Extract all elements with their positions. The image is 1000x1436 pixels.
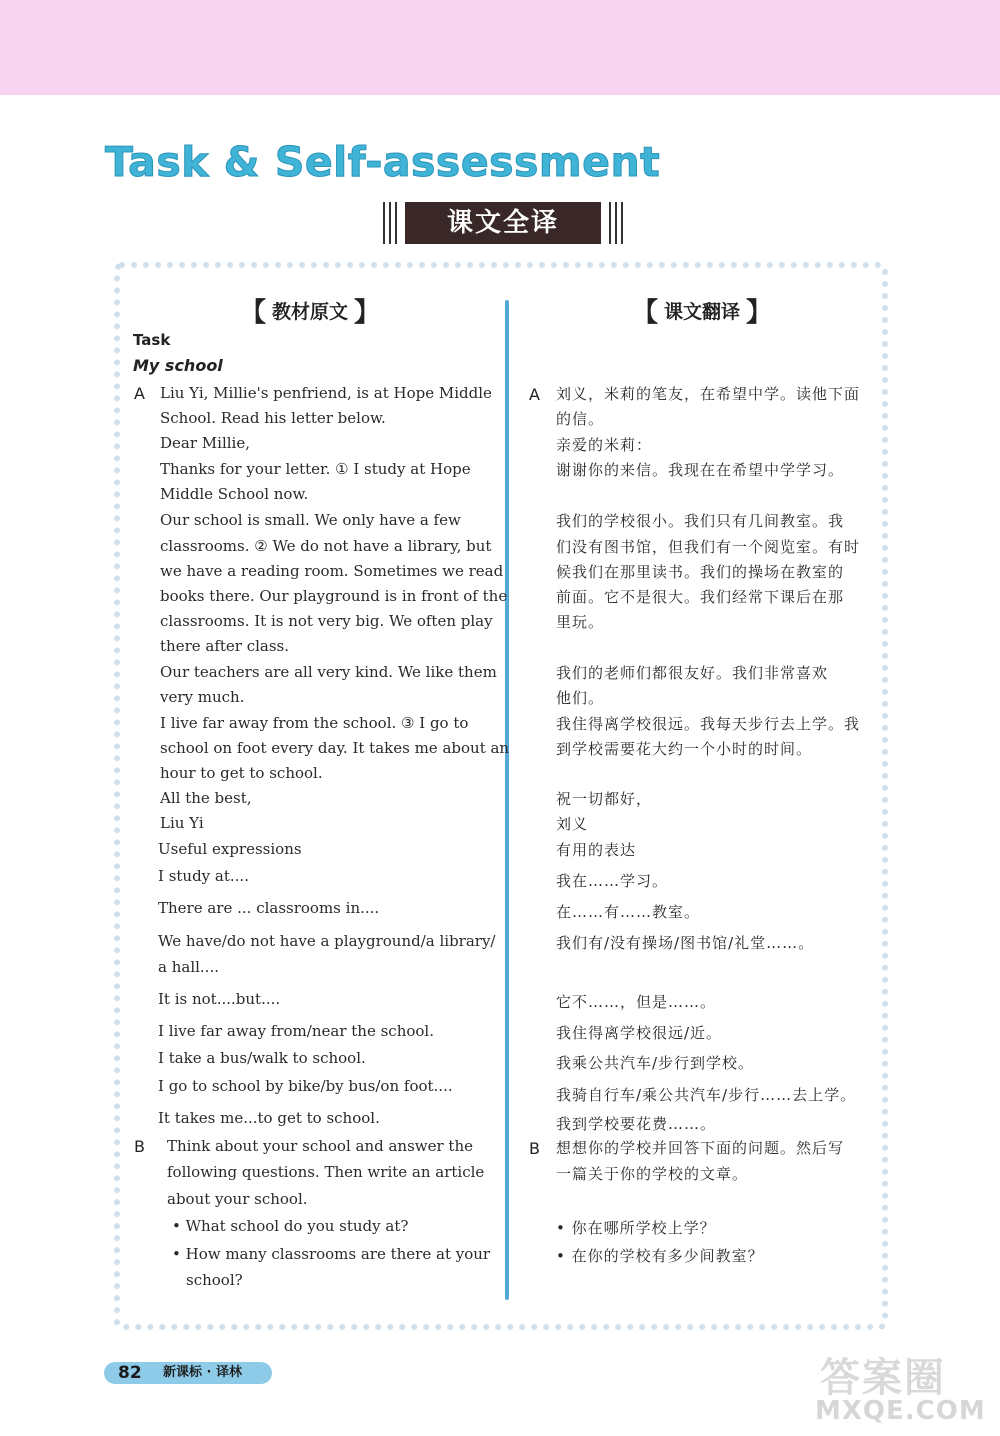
section-banner bbox=[383, 202, 623, 244]
chinese-text-line: 我住得离学校很远。我每天步行去上学。我 bbox=[556, 715, 861, 733]
right-bracket-icon: 】 bbox=[354, 297, 381, 328]
english-text-line: a hall.... bbox=[158, 958, 219, 976]
original-text-heading bbox=[240, 295, 381, 328]
right-bracket-icon: 】 bbox=[746, 297, 773, 328]
chinese-text-line: 候我们在那里读书。我们的操场在教室的 bbox=[556, 563, 845, 581]
part-label: A bbox=[134, 384, 145, 403]
left-bracket-icon: 【 bbox=[632, 297, 659, 328]
english-text-line: Our school is small. We only have a few bbox=[160, 511, 461, 529]
chinese-text-line: 想想你的学校并回答下面的问题。然后写 bbox=[556, 1139, 845, 1157]
part-label: B bbox=[134, 1137, 145, 1156]
chinese-text-line: 刘义 bbox=[556, 815, 589, 833]
chinese-text-line: 我们的学校很小。我们只有几间教室。我 bbox=[556, 512, 845, 530]
english-text-line: Middle School now. bbox=[160, 485, 309, 503]
chinese-text-line: 里玩。 bbox=[556, 613, 605, 631]
english-text-line: Our teachers are all very kind. We like them bbox=[160, 663, 497, 681]
english-text-line: following questions. Then write an article bbox=[167, 1163, 485, 1181]
english-text-line: classrooms. It is not very big. We often play bbox=[160, 612, 493, 630]
translation-heading-label: 课文翻译 bbox=[664, 300, 741, 323]
chinese-text-line: 我骑自行车/乘公共汽车/步行……去上学。 bbox=[556, 1086, 857, 1104]
chinese-text-line: 我住得离学校很远/近。 bbox=[556, 1024, 723, 1042]
english-text-line: • How many classrooms are there at your bbox=[172, 1245, 491, 1263]
english-text-line: I go to school by bike/by bus/on foot.... bbox=[158, 1077, 453, 1095]
chinese-text-line: 们没有图书馆，但我们有一个阅览室。有时 bbox=[556, 538, 861, 556]
page-number: 82 bbox=[118, 1363, 142, 1383]
english-text-line: Liu Yi bbox=[160, 814, 204, 832]
task-label: Task bbox=[133, 331, 171, 349]
english-text-line: There are ... classrooms in.... bbox=[158, 899, 380, 917]
english-text-line: School. Read his letter below. bbox=[160, 409, 386, 427]
english-text-line: All the best, bbox=[160, 789, 252, 807]
watermark-logo: 答案圈 bbox=[820, 1355, 946, 1401]
chinese-text-line: 刘义，米莉的笔友，在希望中学。读他下面 bbox=[556, 385, 861, 403]
english-text-line: I take a bus/walk to school. bbox=[158, 1049, 366, 1067]
section-title: My school bbox=[133, 356, 223, 375]
english-text-line: Useful expressions bbox=[158, 840, 302, 858]
left-bracket-icon: 【 bbox=[240, 297, 267, 328]
english-text-line: Liu Yi, Millie's penfriend, is at Hope Middle bbox=[160, 384, 492, 402]
chinese-text-line: 的信。 bbox=[556, 410, 605, 428]
english-text-line: It is not....but.... bbox=[158, 990, 281, 1008]
chinese-text-line: 我乘公共汽车/步行到学校。 bbox=[556, 1054, 755, 1072]
english-text-line: Thanks for your letter. ① I study at Hope bbox=[160, 460, 471, 478]
english-text-line: school? bbox=[186, 1271, 243, 1289]
part-label: A bbox=[529, 385, 540, 404]
part-label: B bbox=[529, 1139, 540, 1158]
english-text-line: We have/do not have a playground/a library/ bbox=[158, 932, 496, 950]
original-text-heading-label: 教材原文 bbox=[272, 300, 349, 323]
english-text-line: • What school do you study at? bbox=[172, 1217, 409, 1235]
english-text-line: I study at.... bbox=[158, 867, 249, 885]
chinese-text-line: 我到学校要花费……。 bbox=[556, 1115, 717, 1133]
english-text-line: very much. bbox=[160, 688, 245, 706]
chinese-text-line: • 你在哪所学校上学？ bbox=[556, 1219, 716, 1237]
banner-label: 课文全译 bbox=[405, 202, 601, 244]
chinese-text-line: 祝一切都好， bbox=[556, 790, 653, 808]
english-text-line: about your school. bbox=[167, 1190, 308, 1208]
chinese-text-line: 有用的表达 bbox=[556, 841, 637, 859]
page-title: Task & Self-assessment bbox=[105, 138, 661, 186]
english-text-line: hour to get to school. bbox=[160, 764, 323, 782]
english-text-line: Dear Millie, bbox=[160, 434, 250, 452]
series-label: 新课标 · 译林 bbox=[163, 1365, 242, 1380]
chinese-text-line: 亲爱的米莉： bbox=[556, 436, 653, 454]
english-text-line: books there. Our playground is in front of the bbox=[160, 587, 508, 605]
translation-heading bbox=[632, 295, 773, 328]
chinese-text-line: 谢谢你的来信。我现在在希望中学学习。 bbox=[556, 461, 845, 479]
chinese-text-line: 它不……，但是……。 bbox=[556, 993, 717, 1011]
english-text-line: Think about your school and answer the bbox=[167, 1137, 473, 1155]
watermark-url: MXQE.COM bbox=[815, 1396, 986, 1426]
chinese-text-line: 前面。它不是很大。我们经常下课后在那 bbox=[556, 588, 845, 606]
chinese-text-line: 他们。 bbox=[556, 689, 605, 707]
english-text-line: there after class. bbox=[160, 637, 290, 655]
chinese-text-line: 到学校需要花大约一个小时的时间。 bbox=[556, 740, 813, 758]
chinese-text-line: 一篇关于你的学校的文章。 bbox=[556, 1165, 749, 1183]
english-text-line: I live far away from/near the school. bbox=[158, 1022, 434, 1040]
chinese-text-line: 我们的老师们都很友好。我们非常喜欢 bbox=[556, 664, 829, 682]
english-text-line: classrooms. ② We do not have a library, but bbox=[160, 537, 492, 555]
chinese-text-line: 我在……学习。 bbox=[556, 872, 669, 890]
column-divider bbox=[505, 300, 509, 1300]
english-text-line: school on foot every day. It takes me about an bbox=[160, 739, 510, 757]
english-text-line: we have a reading room. Sometimes we read bbox=[160, 562, 504, 580]
chinese-text-line: 我们有/没有操场/图书馆/礼堂……。 bbox=[556, 934, 815, 952]
top-color-band bbox=[0, 0, 1000, 95]
english-text-line: I live far away from the school. ③ I go to bbox=[160, 714, 469, 732]
chinese-text-line: 在……有……教室。 bbox=[556, 903, 701, 921]
chinese-text-line: • 在你的学校有多少间教室？ bbox=[556, 1247, 764, 1265]
english-text-line: It takes me...to get to school. bbox=[158, 1109, 380, 1127]
